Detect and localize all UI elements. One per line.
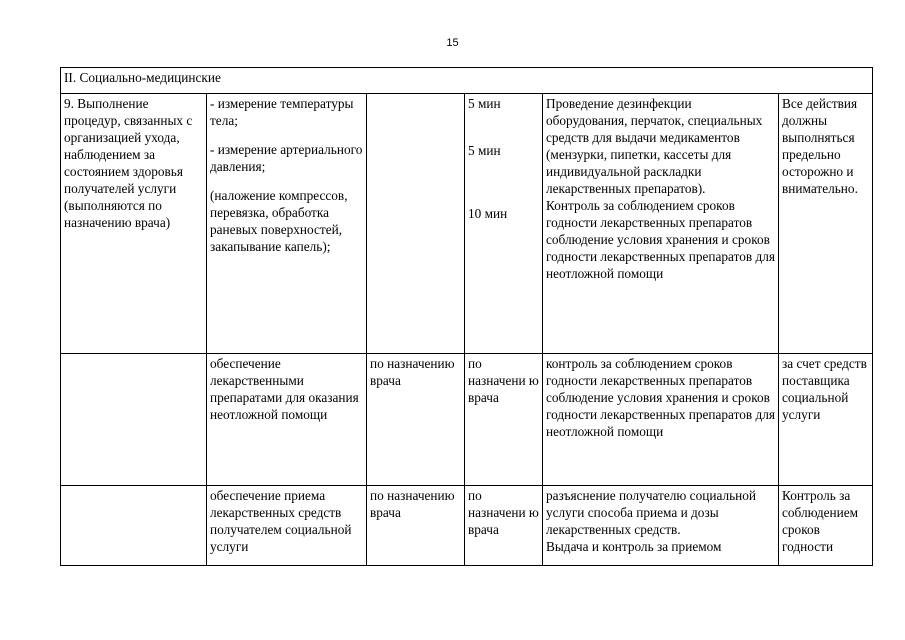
notes-cell: за счет средств поставщика социальной услуги: [779, 354, 873, 486]
procedure-item: (наложение компрессов, перевязка, обработка раневых поверхностей, закапывание капель);: [210, 188, 348, 254]
table-row: [61, 486, 873, 566]
frequency-cell: [367, 94, 465, 354]
services-table: [60, 67, 873, 566]
service-cell: [61, 486, 207, 566]
condition-text: Контроль за соблюдением сроков годности лекарственных препаратов: [546, 198, 753, 230]
notes-cell: Контроль за соблюдением сроков годности: [779, 486, 873, 566]
service-cell: 9. Выполнение процедур, связанных с организацией ухода, наблюдением за состоянием здоровья получателей услуги (выполняются по назначению врача): [61, 94, 207, 354]
time-value: 10 мин: [468, 206, 508, 221]
condition-text: соблюдение условия хранения и сроков годности лекарственных препаратов для неотложной помощи: [546, 232, 775, 281]
conditions-cell: [543, 486, 779, 566]
section-title: II. Социально-медицинские: [61, 68, 873, 94]
table-row: [61, 94, 873, 354]
conditions-cell: [543, 94, 779, 354]
procedure-item: - измерение температуры тела;: [210, 96, 354, 128]
procedures-cell: [207, 94, 367, 354]
time-cell: [465, 94, 543, 354]
procedure-item: - измерение артериального давления;: [210, 142, 363, 174]
notes-cell: Все действия должны выполняться предельно осторожно и внимательно.: [779, 94, 873, 354]
table-row: [61, 354, 873, 486]
time-value: 5 мин: [468, 96, 501, 111]
condition-text: Проведение дезинфекции оборудования, перчаток, специальных средств для выдачи медикаментов (мензурки, пипетки, кассеты для индивидуальной раскладки лекарственных препаратов).: [546, 96, 763, 196]
condition-text: Выдача и контроль за приемом: [546, 539, 722, 554]
condition-text: контроль за соблюдением сроков годности лекарственных препаратов: [546, 356, 753, 388]
condition-text: разъяснение получателю социальной услуги способа приема и дозы лекарственных средств.: [546, 488, 757, 537]
frequency-cell: по назначению врача: [367, 486, 465, 566]
frequency-cell: по назначению врача: [367, 354, 465, 486]
time-cell: по назначени ю врача: [465, 354, 543, 486]
procedures-cell: обеспечение приема лекарственных средств получателем социальной услуги: [207, 486, 367, 566]
time-value: 5 мин: [468, 143, 501, 158]
procedures-cell: обеспечение лекарственными препаратами для оказания неотложной помощи: [207, 354, 367, 486]
page-number: 15: [446, 37, 459, 49]
conditions-cell: [543, 354, 779, 486]
section-header-row: [61, 68, 873, 94]
condition-text: соблюдение условия хранения и сроков годности лекарственных препаратов для неотложной помощи: [546, 390, 775, 439]
time-cell: по назначени ю врача: [465, 486, 543, 566]
service-cell: [61, 354, 207, 486]
